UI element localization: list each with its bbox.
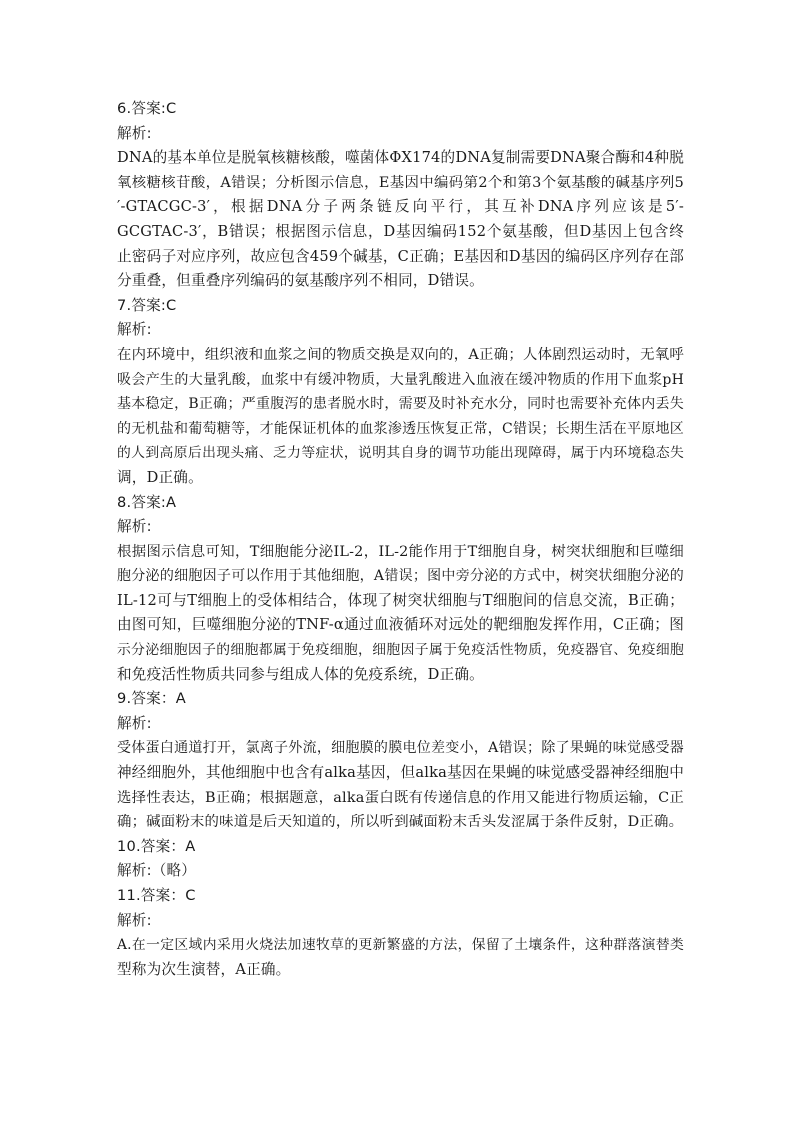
analysis-text-line: ′-GTACGC-3′，根据DNA分子两条链反向平行，其互补DNA序列应该是5′- xyxy=(117,198,684,216)
analysis-text-line: 止密码子对应序列，故应包含459个碱基，C正确；E基因和D基因的编码区序列存在部 xyxy=(117,247,684,265)
analysis-text-line: A.在一定区域内采用火烧法加速牧草的更新繁盛的方法，保留了土壤条件，这种群落演替类 xyxy=(117,937,684,954)
answer-heading: 8.答案:A xyxy=(117,493,177,511)
analysis-text-line: 的人到高原后出现头痛、乏力等症状，说明其自身的调节功能出现障碍，属于内环境稳态失 xyxy=(117,445,684,462)
analysis-text-line: GCGTAC-3′，B错误；根据图示信息，D基因编码152个氨基酸，但D基因上包含终 xyxy=(117,222,684,240)
analysis-label: 解析:（略） xyxy=(117,862,197,880)
analysis-text-line: 型称为次生演替，A正确。 xyxy=(117,960,291,978)
analysis-text-line: 吸会产生的大量乳酸，血浆中有缓冲物质，大量乳酸进入血液在缓冲物质的作用下血浆pH xyxy=(117,371,684,388)
answer-heading: 9.答案：A xyxy=(117,690,186,708)
analysis-text-line: 神经细胞外，其他细胞中也含有alka基因，但alka基因在果蝇的味觉感受器神经细胞中 xyxy=(117,764,684,782)
analysis-label: 解析: xyxy=(117,518,152,536)
analysis-label: 解析: xyxy=(117,124,152,142)
analysis-text-line: 在内环境中，组织液和血浆之间的物质交换是双向的，A正确；人体剧烈运动时，无氧呼 xyxy=(117,346,684,363)
analysis-text-line: 的无机盐和葡萄糖等，才能保证机体的血浆渗透压恢复正常，C错误；长期生活在平原地区 xyxy=(117,420,684,437)
analysis-text-line: 胞分泌的细胞因子可以作用于其他细胞，A错误；图中旁分泌的方式中，树突状细胞分泌的 xyxy=(117,568,684,585)
analysis-label: 解析: xyxy=(117,321,152,339)
analysis-text-line: 由图可知，巨噬细胞分泌的TNF-α通过血液循环对远处的靶细胞发挥作用，C正确；图 xyxy=(117,616,684,634)
analysis-text-line: 受体蛋白通道打开，氯离子外流，细胞膜的膜电位差变小，A错误；除了果蝇的味觉感受器 xyxy=(117,740,684,757)
analysis-text-line: IL-12可与T细胞上的受体相结合，体现了树突状细胞与T细胞间的信息交流，B正确； xyxy=(117,591,684,609)
analysis-text-line: 氧核糖核苷酸，A错误；分析图示信息，E基因中编码第2个和第3个氨基酸的碱基序列5 xyxy=(117,174,684,191)
analysis-text-line: 基本稳定，B正确；严重腹泻的患者脱水时，需要及时补充水分，同时也需要补充体内丢失 xyxy=(117,396,684,413)
analysis-label: 解析: xyxy=(117,714,152,732)
answer-heading: 7.答案:C xyxy=(117,296,177,314)
analysis-text-line: 调，D正确。 xyxy=(117,468,203,486)
analysis-text-line: 确；碱面粉末的味道是后天知道的，所以听到碱面粉末舌头发涩属于条件反射，D正确。 xyxy=(117,814,684,831)
question-section xyxy=(117,294,684,491)
question-section xyxy=(117,491,684,688)
question-section xyxy=(117,884,684,982)
analysis-text-line: 示分泌细胞因子的细胞都属于免疫细胞，细胞因子属于免疫活性物质，免疫器官、免疫细胞 xyxy=(117,642,684,659)
answer-heading: 10.答案：A xyxy=(117,837,196,855)
question-section xyxy=(117,835,684,884)
answer-heading: 11.答案：C xyxy=(117,887,196,904)
answer-document xyxy=(117,97,684,982)
analysis-text-line: DNA的基本单位是脱氧核糖核酸，噬菌体ΦX174的DNA复制需要DNA聚合酶和4种脱 xyxy=(117,149,684,167)
analysis-text-line: 分重叠，但重叠序列编码的氨基酸序列不相同，D错误。 xyxy=(117,272,484,290)
question-section xyxy=(117,687,684,835)
answer-heading: 6.答案:C xyxy=(117,100,177,117)
analysis-label: 解析: xyxy=(117,911,152,929)
analysis-text-line: 选择性表达，B正确；根据题意，alka蛋白既有传递信息的作用又能进行物质运输，C正 xyxy=(117,789,684,806)
question-section xyxy=(117,97,684,294)
analysis-text-line: 和免疫活性物质共同参与组成人体的免疫系统，D正确。 xyxy=(117,665,484,683)
analysis-text-line: 根据图示信息可知，T细胞能分泌IL-2，IL-2能作用于T细胞自身，树突状细胞和巨噬细 xyxy=(117,543,684,560)
